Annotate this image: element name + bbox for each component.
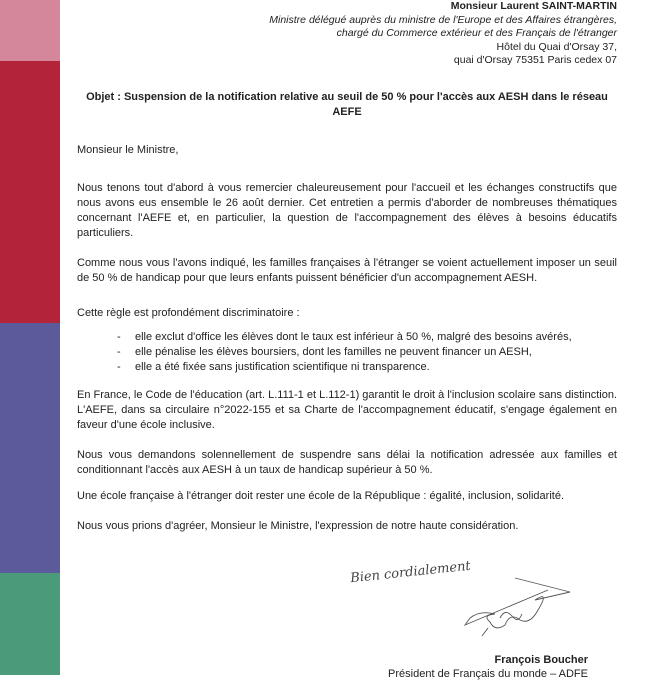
signatory-name: François Boucher [494, 654, 588, 666]
subject-line: Objet : Suspension de la notification relative au seuil de 50 % pour l'accès aux AESH dans le réseau AEFE [86, 91, 608, 118]
color-band-red [0, 61, 60, 323]
recipient-name: Monsieur Laurent SAINT-MARTIN [450, 0, 617, 12]
paragraph: En France, le Code de l'éducation (art. L.111-1 et L.112-1) garantit le droit à l'inclusion scolaire sans distinction. L'AEFE, dans sa circulaire n°2022-155 et sa Charte de l'accompagnement éducatif, s'engage également en faveur d'une école inclusive. [77, 389, 617, 431]
paragraph: Nous vous demandons solennellement de suspendre sans délai la notification adressée aux familles et conditionnant l'accès aux AESH à un taux de handicap supérieur à 50 %. [77, 449, 617, 476]
signature-image [460, 570, 610, 640]
signatory-role: Président de Français du monde – ADFE [388, 668, 588, 680]
handwritten-greeting: Bien cordialement [349, 558, 472, 587]
paragraph: Cette règle est profondément discriminatoire : [77, 307, 300, 319]
list-item-text: elle pénalise les élèves boursiers, dont les familles ne peuvent financer un AESH, [135, 346, 532, 358]
recipient-title: chargé du Commerce extérieur et des Français de l'étranger [336, 27, 617, 39]
recipient-address: Hôtel du Quai d'Orsay 37, [496, 40, 617, 53]
color-band-pink [0, 0, 60, 61]
list-item: - elle exclut d'office les élèves dont le taux est inférieur à 50 %, malgré des besoins avérés, [117, 331, 572, 343]
list-item-text: elle exclut d'office les élèves dont le taux est inférieur à 50 %, malgré des besoins avérés, [135, 331, 572, 343]
paragraph: Nous vous prions d'agréer, Monsieur le Ministre, l'expression de notre haute considération. [77, 520, 519, 532]
color-band-green [0, 573, 60, 675]
salutation: Monsieur le Ministre, [77, 144, 179, 156]
list-item-text: elle a été fixée sans justification scientifique ni transparence. [135, 361, 430, 373]
color-band-indigo [0, 323, 60, 573]
recipient-block [269, 0, 617, 68]
list-item: - elle a été fixée sans justification scientifique ni transparence. [117, 361, 430, 373]
paragraph: Nous tenons tout d'abord à vous remercier chaleureusement pour l'accueil et les échanges constructifs que nous avons eus ensemble le 26 août dernier. Cet entretien a permis d'aborder de nombreuses thématiques concernant l'AEFE et, en particulier, la question de l'accompagnement des élèves à besoins éducatifs particuliers. [77, 182, 617, 239]
paragraph: Comme nous vous l'avons indiqué, les familles françaises à l'étranger se voient actuellement imposer un seuil de 50 % de handicap pour que leurs enfants puissent bénéficier d'un accompagnement AESH. [77, 257, 617, 284]
paragraph: Une école française à l'étranger doit rester une école de la République : égalité, inclusion, solidarité. [77, 490, 565, 502]
list-item: - elle pénalise les élèves boursiers, dont les familles ne peuvent financer un AESH, [117, 346, 532, 358]
bullet-list [77, 330, 617, 375]
recipient-address: quai d'Orsay 75351 Paris cedex 07 [453, 54, 617, 66]
recipient-title: Ministre délégué auprès du ministre de l'Europe et des Affaires étrangères, [269, 13, 617, 26]
